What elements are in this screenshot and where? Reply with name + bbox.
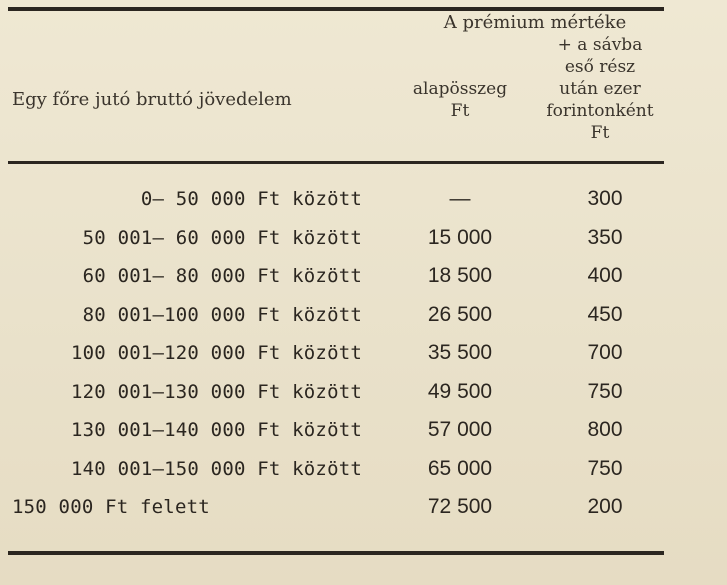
rate-cell: 800 (587, 418, 623, 441)
table-row (0, 411, 727, 449)
rate-cell: 700 (587, 341, 623, 364)
rate-header-unit: Ft (590, 123, 610, 143)
base-amount-header-line: alapösszeg (412, 79, 508, 99)
income-range-cell: 130 001—140 000 Ft között (71, 419, 362, 441)
base-amount-header-unit: Ft (450, 101, 470, 121)
rate-header-line: után ezer (559, 79, 641, 99)
table-row (0, 488, 727, 526)
bottom-rule (8, 551, 664, 555)
base-amount-cell: 15 000 (427, 225, 493, 249)
base-amount-cell: 49 500 (427, 379, 493, 403)
base-amount-cell: 26 500 (427, 302, 493, 326)
base-amount-column-header (395, 78, 525, 122)
table-row (0, 180, 727, 218)
base-amount-cell: 57 000 (427, 418, 493, 441)
premium-group-header (410, 12, 660, 34)
header-rule (8, 161, 664, 164)
base-amount-cell: 18 500 (427, 264, 493, 287)
table-row (0, 334, 727, 372)
rate-cell: 300 (587, 187, 623, 210)
rate-cell: 350 (587, 225, 623, 249)
income-range-cell: 80 001—100 000 Ft között (82, 303, 362, 326)
rate-header-line: forintonként (546, 101, 654, 121)
rate-header-line: + a sávba (557, 35, 643, 55)
income-range-cell: 60 001— 80 000 Ft között (82, 265, 362, 287)
top-rule (8, 7, 664, 11)
income-range-cell: 100 001—120 000 Ft között (71, 342, 362, 364)
rate-cell: 200 (587, 495, 623, 518)
rate-column-header (530, 34, 670, 144)
income-range-cell: 120 001—130 000 Ft között (71, 380, 362, 403)
base-amount-cell: 35 500 (427, 341, 493, 364)
rate-cell: 750 (587, 379, 623, 403)
base-amount-cell: 72 500 (427, 495, 493, 518)
table-row (0, 219, 727, 257)
rate-header-line: eső rész (564, 57, 636, 77)
income-range-cell: 0— 50 000 Ft között (140, 188, 362, 210)
rate-cell: 400 (587, 264, 623, 287)
table-row (0, 450, 727, 488)
income-range-cell: 50 001— 60 000 Ft között (82, 226, 362, 249)
base-amount-cell: — (449, 187, 471, 210)
table-row (0, 257, 727, 295)
table-row (0, 296, 727, 334)
table-row (0, 373, 727, 411)
rate-cell: 450 (587, 302, 623, 326)
premium-group-title: A prémium mértéke (443, 12, 627, 33)
income-range-cell: 150 000 Ft felett (12, 496, 210, 518)
income-column-header: Egy főre jutó bruttó jövedelem (12, 89, 292, 110)
rate-cell: 750 (587, 456, 623, 480)
income-range-cell: 140 001—150 000 Ft között (71, 457, 362, 480)
base-amount-cell: 65 000 (427, 456, 493, 480)
